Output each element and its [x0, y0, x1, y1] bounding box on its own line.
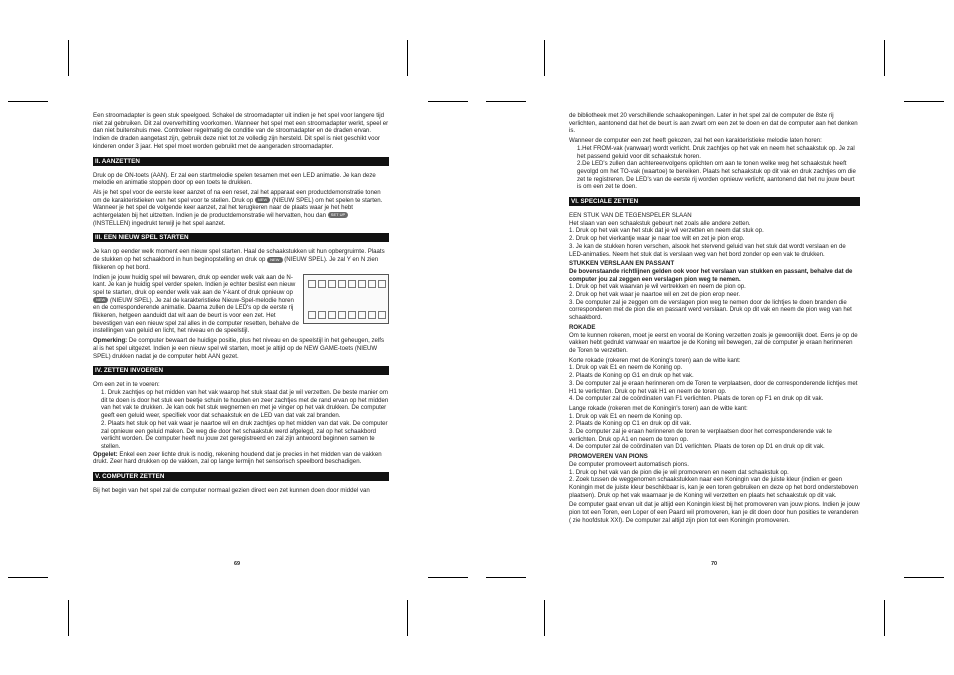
- subheading: ROKADE: [569, 323, 596, 331]
- paragraph: Indien je jouw huidig spel wil bewaren, druk op eender welk vak aan de N-kant. Je kan je huidig spel verder spelen. Indien je echter beslist een nieuw spel te starten, druk op eender welk vak aan de Y-kant of druk opnieuw op NEW (NIEUW SPEL). Je zal de karakteristieke Nieuw-Spel-melodie horen en de corresponderende animatie. Daarna zullen de LED's op de eerste rij flikkeren, hetgeen aanduidt dat wit aan de beurt is voor een zet. Het bevestigen van een nieuw spel zal alles in de computer resetten, behalve de instellingen van geluid en licht, het niveau en de speelstijl.: [93, 273, 299, 335]
- list-item: 2. Plaats het stuk op het vak waar je naartoe wil en druk zachtjes op het midden van dat vak. De computer zal opnieuw een geluid maken. De weg die door het schaakstuk werd afgelegd, zal op het schaakbord verlicht worden. De computer heeft nu jouw zet geregistreerd en zal zijn antwoord beginnen samen te stellen.: [101, 419, 388, 450]
- setup-key-icon: SET UP: [328, 212, 348, 218]
- list-item: 2. Plaats de Koning op G1 en druk op het vak.: [569, 372, 694, 380]
- intro-paragraph: Een stroomadapter is geen stuk speelgoed. Schakel de stroomadapter uit indien je het spel voor langere tijd niet zal gebruiken. Dit zal oververhitting voorkomen. Wanneer het spel met een stroomadapter werkt, speel er dan niet buitenshuis mee. Controleer regelmatig de conditie van de stroomadapter en de draden ervan. Indien de draden aangetast zijn, gebruik deze niet tot ze volledig zijn hersteld. Dit spel is niet geschikt voor kinderen onder 3 jaar. Het spel moet worden gebruikt met de aangeraden stroomadapter.: [93, 112, 389, 150]
- page-number: 70: [711, 561, 718, 567]
- crop-mark: [904, 101, 944, 102]
- paragraph: Wanneer de computer een zet heeft gekozen, zal het een karakteristieke melodie laten horen:: [569, 137, 822, 145]
- crop-mark: [544, 600, 545, 636]
- section-title-speciale-zetten: VI. SPECIALE ZETTEN: [569, 197, 860, 206]
- list-item: 3. De computer zal je eraan herinneren om de Toren te verplaatsen, door de corresponderende lichtjes met H1 te verlichten. Druk op het vak H1 en neem de toren op.: [569, 379, 858, 395]
- paragraph: Je kan op eender welk moment een nieuw spel starten. Haal de schaakstukken uit hun opbergruimte. Plaats de stukken op het schaakbord in hun beginopstelling en druk op NEW (NIEUW SPEL). Je zal Y en N zien flikkeren op het bord.: [93, 248, 385, 271]
- list-item: 3. De computer zal je eraan herinneren de toren te verplaatsen door het corresponderende vak te verlichten. Druk op A1 en neem de toren op.: [569, 428, 832, 443]
- list-item: 1.Het FROM-vak (vanwaar) wordt verlicht. Druk zachtjes op het vak en neem het schaakstuk op. Je zal het passend geluid voor dit schaakstuk horen.: [577, 144, 855, 160]
- list-item: 1. Druk op vak E1 en neem de Koning op.: [569, 364, 683, 372]
- list-item: 3. Je kan de stukken horen verschen, alsook het stervend geluid van het stuk dat wordt verslaan en de LED-animaties. Neem het stuk dat is verslaan weg van het bord zonder op een vak te drukken.: [569, 242, 846, 258]
- paragraph: De bovenstaande richtlijnen gelden ook voor het verslaan van stukken en passant, behalve dat de computer jou zal zeggen een verslagen pion weg te nemen.: [569, 267, 853, 283]
- crop-mark: [884, 600, 885, 636]
- list-item: 2. Druk op het vak waar je naartoe wil en zet de pion erop neer.: [569, 291, 741, 299]
- new-game-key-icon: NEW: [255, 197, 270, 203]
- paragraph: Korte rokade (rokeren met de Koning's toren) aan de witte kant:: [569, 356, 741, 364]
- crop-mark: [407, 40, 408, 76]
- note-paragraph: Opgelet: Enkel een zeer lichte druk is nodig, rekening houdend dat je precies in het midden van de vakken drukt. Zeer hard drukken op de vakken, zal op lange termijn het sensorisch speelbord beschadigen.: [93, 450, 382, 466]
- left-page: [93, 112, 389, 497]
- section-title-computer-zetten: V. COMPUTER ZETTEN: [93, 472, 389, 481]
- new-game-key-icon: NEW: [93, 297, 108, 303]
- paragraph: De computer promoveert automatisch pions.: [569, 460, 689, 468]
- crop-mark: [428, 101, 468, 102]
- list-item: 2. Zoek tussen de weggenomen schaakstukken naar een Koningin van de juiste kleur (indien er geen Koningin met de juiste kleur beschikbaar is, kan je een toren gebruiken en deze op het bord ondersteboven plaatsen). Druk op het vak waarnaar je de Koning wil verzetten en plaats het schaakstuk op dit vak.: [569, 476, 858, 499]
- list-item: 1. Druk op het vak van het stuk dat je wil verzetten en neem dat stuk op.: [569, 227, 764, 235]
- list-item: 1. Druk op vak E1 en neem de Koning op.: [569, 412, 683, 420]
- paragraph: Als je het spel voor de eerste keer aanzet of na een reset, zal het apparaat een productdemonstratie tonen om de karakteristieken van het spel voor te stellen. Druk op NEW (NIEUW SPEL) om het spelen te starten. Wanneer je het spel de volgende keer aanzet, zal het terugkeren naar de plaats waar je het hebt achtergelaten bij het uitzetten. Indien je de productdemonstratie wil hervatten, hou dan SET UP (INSTELLEN) ingedrukt terwijl je het spel aanzet.: [93, 188, 383, 227]
- crop-mark: [884, 40, 885, 76]
- paragraph: Lange rokade (rokeren met de Koningin's toren) aan de witte kant:: [569, 404, 748, 412]
- subheading: PROMOVEREN VAN PIONS: [569, 453, 648, 461]
- section-title-zetten-invoeren: IV. ZETTEN INVOEREN: [93, 366, 389, 375]
- list-item: 1. Druk zachtjes op het midden van het vak waarop het stuk staat dat je wil verzetten. De beste manier om dit te doen is door het stuk een beetje schuin te houden en zeer zachtjes met de rand ervan op het midden van het vak te drukken. Je kan ook het stuk wegnemen en met je vinger op het vak drukken. De computer geeft een geluid weer, specifiek voor dat schaakstuk en de LED van dat vak zal branden.: [101, 388, 389, 420]
- list-item: 2.De LED's zullen dan achtereenvolgens oplichten om aan te tonen welke weg het schaakstuk heeft gevolgd om het TO-vak (waartoe) te bereiken. Plaats het schaakstuk op dit vak en druk zachtjes om die zet te registreren. De LED's van de eerste rij worden opnieuw verlicht, aantonend dat het nu jouw beurt is om een zet te doen.: [577, 160, 856, 191]
- crop-mark: [428, 577, 468, 578]
- crop-mark: [544, 40, 545, 76]
- subheading: EEN STUK VAN DE TEGENSPELER SLAAN: [569, 212, 692, 220]
- list-item: 2. Plaats de Koning op C1 en druk op dit vak.: [569, 420, 692, 428]
- crop-mark: [486, 577, 526, 578]
- crop-mark: [8, 577, 48, 578]
- list-item: 1. Druk op het vak van de pion die je wil promoveren en neem dat schaakstuk op.: [569, 468, 789, 476]
- note-paragraph: Opmerking: De computer bewaart de huidige positie, plus het niveau en de speelstijl in het geheugen, zelfs al is het spel uitgezet. Indien je een nieuw spel wil starten, moet je altijd op de NEW GAME-toets (NIEUW SPEL) drukken nadat je de computer hebt AAN gezet.: [93, 337, 384, 360]
- list-item: 2. Druk op het vierkantje waar je naar toe wilt en zet je pion erop.: [569, 235, 745, 243]
- right-page: [569, 112, 860, 526]
- chessboard-illustration: [303, 274, 389, 324]
- paragraph: Druk op de ON-toets (AAN). Er zal een startmelodie spelen tesamen met een LED animatie. Je kan deze melodie en animatie stoppen door op een toets te drukken.: [93, 171, 376, 187]
- crop-mark: [8, 101, 48, 102]
- paragraph: Het slaan van een schaakstuk gebeurt net zoals alle andere zetten.: [569, 219, 751, 227]
- list-item: 3. De computer zal je zeggen om de verslagen pion weg te nemen door de lichtjes te doen branden die corresponderen met de pion die en passant werd verslaan. Druk op dit vak en neem de pion weg van het schaakbord.: [569, 298, 852, 322]
- list-item: 4. De computer zal de coördinaten van D1 verlichten. Plaats de toren op D1 en druk op dit vak.: [569, 443, 825, 451]
- paragraph: Om te kunnen rokeren, moet je eerst en vooral de Koning verzetten zoals je gewoonlijk doet. Eens je op de vakken hebt gedrukt vanwaar en waartoe je de Koning wil bewegen, zal de computer je eraan herinneren de Toren te verzetten.: [569, 331, 858, 354]
- paragraph: De computer gaat ervan uit dat je altijd een Koningin kiest bij het promoveren van jouw pions. Indien je jouw pion tot een Toren, een Loper of een Paard wil promoveren, kan je dit doen door hun posities te veranderen ( zie hoofdstuk XXI). De computer zal altijd zijn pion tot een Koningin promoveren.: [569, 501, 860, 524]
- crop-mark: [407, 600, 408, 636]
- subheading: STUKKEN VERSLAAN EN PASSANT: [569, 260, 675, 268]
- section-title-aanzetten: II. AANZETTEN: [93, 157, 389, 166]
- crop-mark: [68, 40, 69, 76]
- list-item: 1. Druk op het vak waarvan je wil vertrekken en neem de pion op.: [569, 283, 746, 291]
- crop-mark: [486, 101, 526, 102]
- new-game-key-icon: NEW: [267, 257, 282, 263]
- list-item: 4. De computer zal de coördinaten van F1 verlichten. Plaats de toren op F1 en druk op dit vak.: [569, 395, 824, 403]
- paragraph: Bij het begin van het spel zal de computer normaal gezien direct een zet kunnen doen door middel van: [93, 487, 370, 495]
- paragraph: Om een zet in te voeren:: [93, 381, 160, 389]
- section-title-nieuw-spel: III. EEN NIEUW SPEL STARTEN: [93, 233, 389, 242]
- crop-mark: [904, 577, 944, 578]
- crop-mark: [68, 600, 69, 636]
- page-number: 69: [234, 561, 241, 567]
- paragraph: de bibliotheek met 20 verschillende schaakopeningen. Later in het spel zal de computer de 8ste rij verlichten, aantonend dat het de beurt is aan zwart om een zet te doen en dat de computer aan het denken is.: [569, 112, 858, 135]
